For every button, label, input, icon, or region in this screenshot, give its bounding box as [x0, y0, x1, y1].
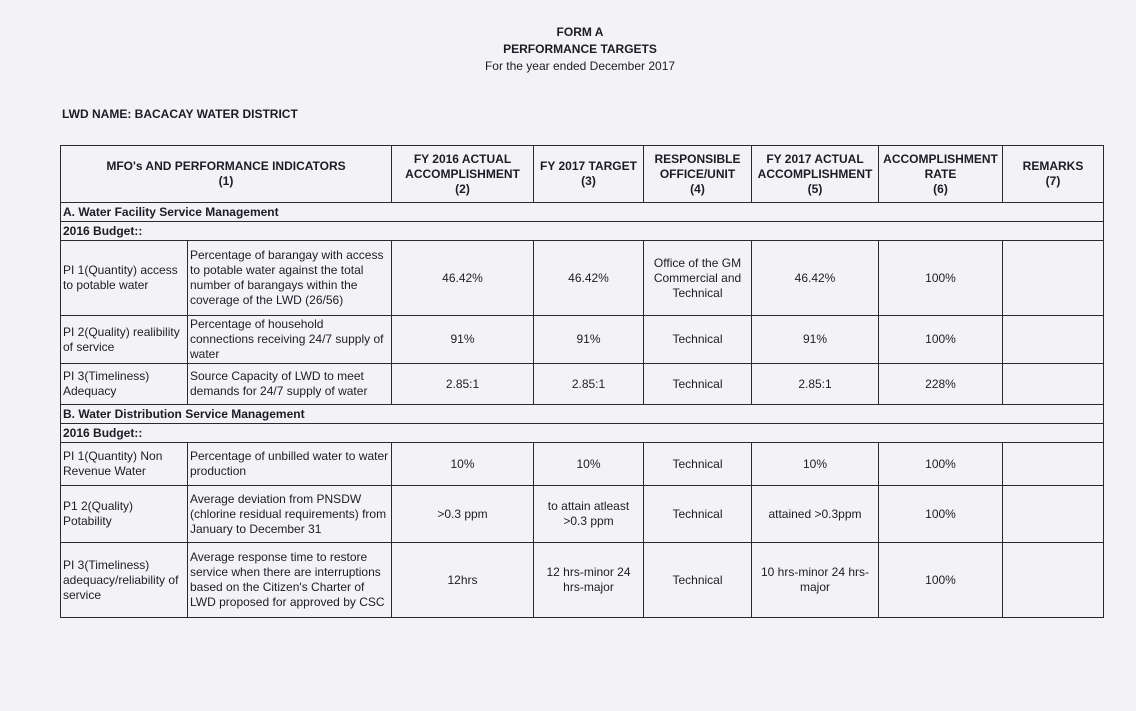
target-cell: 91% [534, 316, 644, 364]
rate-cell: 100% [879, 543, 1003, 618]
indicator-cell: PI 1(Quantity) access to potable water [61, 241, 188, 316]
indicator-cell: PI 2(Quality) realibility of service [61, 316, 188, 364]
section-title-row [61, 405, 1104, 424]
form-subtitle: For the year ended December 2017 [484, 59, 676, 73]
form-label: FORM A [556, 25, 604, 39]
actual-cell: 10 hrs-minor 24 hrs-major [752, 543, 879, 618]
budget-row [61, 222, 1104, 241]
budget-label: 2016 Budget:: [61, 424, 1104, 443]
form-header [0, 24, 1136, 75]
header-row [61, 146, 1104, 203]
column-header: FY 2017 ACTUAL ACCOMPLISHMENT (5) [752, 146, 879, 203]
table-row [61, 543, 1104, 618]
table-row [61, 316, 1104, 364]
description-cell: Percentage of unbilled water to water production [188, 443, 392, 486]
office-cell: Technical [644, 316, 752, 364]
column-header: ACCOMPLISHMENT RATE (6) [879, 146, 1003, 203]
description-cell: Source Capacity of LWD to meet demands for 24/7 supply of water [188, 364, 392, 405]
description-cell: Percentage of household connections receiving 24/7 supply of water [188, 316, 392, 364]
table-row [61, 443, 1104, 486]
target-cell: to attain atleast >0.3 ppm [534, 486, 644, 543]
remarks-cell [1003, 443, 1104, 486]
target-cell: 2.85:1 [534, 364, 644, 405]
fy2016-cell: 46.42% [392, 241, 534, 316]
section-title-row [61, 203, 1104, 222]
target-cell: 46.42% [534, 241, 644, 316]
actual-cell: 2.85:1 [752, 364, 879, 405]
fy2016-cell: >0.3 ppm [392, 486, 534, 543]
column-header: FY 2016 ACTUAL ACCOMPLISHMENT (2) [392, 146, 534, 203]
actual-cell: attained >0.3ppm [752, 486, 879, 543]
form-title: PERFORMANCE TARGETS [503, 42, 657, 56]
office-cell: Technical [644, 443, 752, 486]
indicator-cell: PI 1(Quantity) Non Revenue Water [61, 443, 188, 486]
fy2016-cell: 12hrs [392, 543, 534, 618]
office-cell: Office of the GM Commercial and Technical [644, 241, 752, 316]
office-cell: Technical [644, 486, 752, 543]
section-title: A. Water Facility Service Management [61, 203, 1104, 222]
indicator-cell: PI 3(Timeliness) adequacy/reliability of service [61, 543, 188, 618]
remarks-cell [1003, 316, 1104, 364]
actual-cell: 10% [752, 443, 879, 486]
column-header: RESPONSIBLE OFFICE/UNIT (4) [644, 146, 752, 203]
fy2016-cell: 10% [392, 443, 534, 486]
description-cell: Percentage of barangay with access to potable water against the total number of barangays within the coverage of the LWD (26/56) [188, 241, 392, 316]
office-cell: Technical [644, 543, 752, 618]
actual-cell: 46.42% [752, 241, 879, 316]
indicator-cell: P1 2(Quality) Potability [61, 486, 188, 543]
column-header: FY 2017 TARGET (3) [534, 146, 644, 203]
office-cell: Technical [644, 364, 752, 405]
remarks-cell [1003, 364, 1104, 405]
remarks-cell [1003, 241, 1104, 316]
fy2016-cell: 91% [392, 316, 534, 364]
table-row [61, 241, 1104, 316]
rate-cell: 100% [879, 443, 1003, 486]
performance-table [60, 145, 1104, 618]
actual-cell: 91% [752, 316, 879, 364]
remarks-cell [1003, 486, 1104, 543]
column-header: REMARKS (7) [1003, 146, 1104, 203]
lwd-name: LWD NAME: BACACAY WATER DISTRICT [62, 107, 298, 121]
rate-cell: 100% [879, 316, 1003, 364]
table-row [61, 364, 1104, 405]
budget-row [61, 424, 1104, 443]
rate-cell: 228% [879, 364, 1003, 405]
target-cell: 10% [534, 443, 644, 486]
rate-cell: 100% [879, 241, 1003, 316]
target-cell: 12 hrs-minor 24 hrs-major [534, 543, 644, 618]
rate-cell: 100% [879, 486, 1003, 543]
section-title: B. Water Distribution Service Management [61, 405, 1104, 424]
table-row [61, 486, 1104, 543]
remarks-cell [1003, 543, 1104, 618]
description-cell: Average response time to restore service when there are interruptions based on the Citizen's Charter of LWD proposed for approved by CSC [188, 543, 392, 618]
indicator-cell: PI 3(Timeliness) Adequacy [61, 364, 188, 405]
budget-label: 2016 Budget:: [61, 222, 1104, 241]
column-header: MFO's AND PERFORMANCE INDICATORS (1) [61, 146, 392, 203]
fy2016-cell: 2.85:1 [392, 364, 534, 405]
description-cell: Average deviation from PNSDW (chlorine residual requirements) from January to December 31 [188, 486, 392, 543]
